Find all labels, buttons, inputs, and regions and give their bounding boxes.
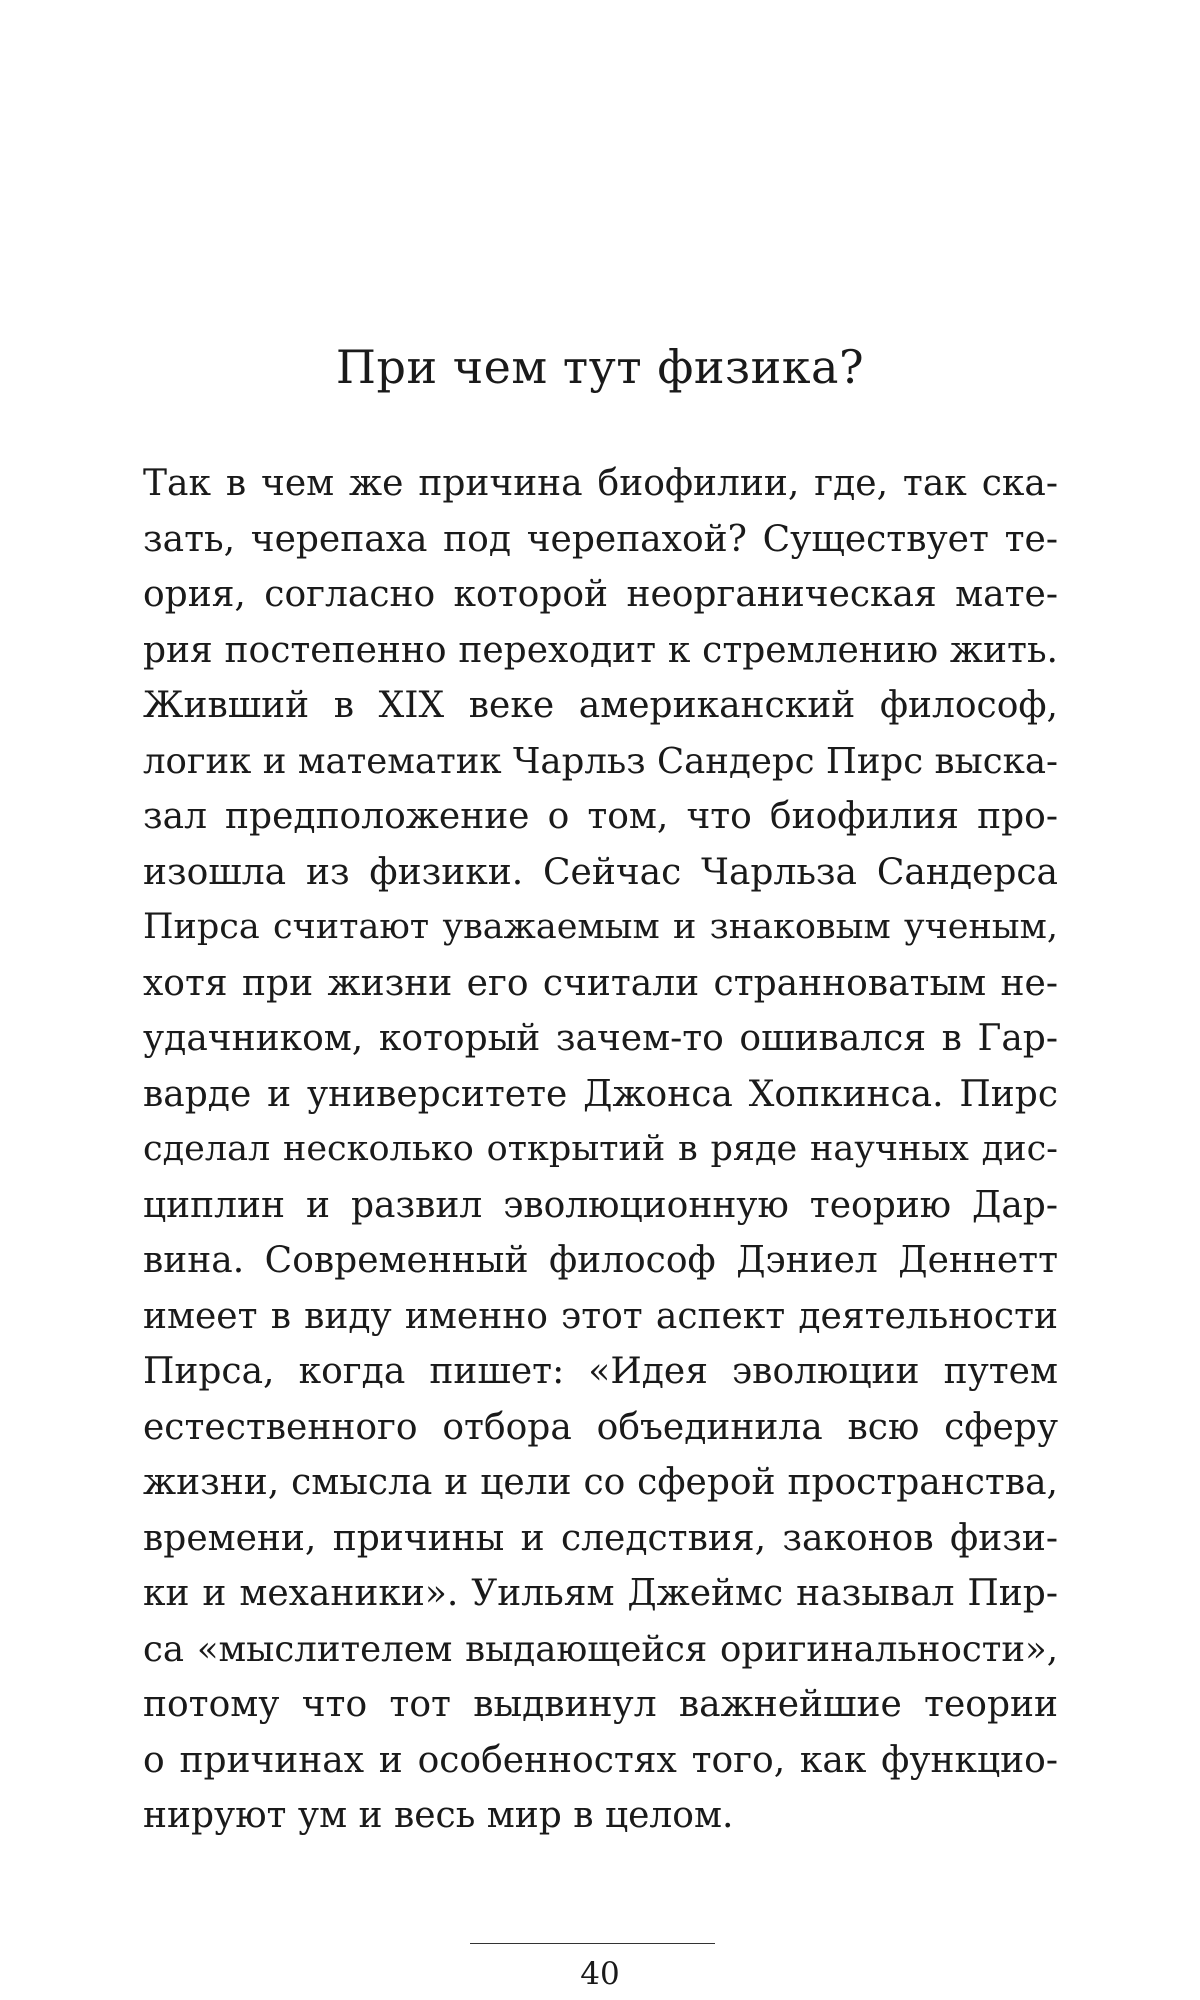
text-line: зал предположение о том, что биофилия про- <box>143 796 1058 837</box>
text-line: жизни, смысла и цели со сферой пространства, <box>143 1462 1058 1503</box>
page-number: 40 <box>580 1956 620 1992</box>
footer-divider <box>470 1943 715 1944</box>
text-line: Так в чем же причина биофилии, где, так ска- <box>143 463 1058 504</box>
text-line: вина. Современный философ Дэниел Деннетт <box>143 1240 1058 1281</box>
text-line: ки и механики». Уильям Джеймс называл Пир- <box>143 1573 1058 1614</box>
text-line: рия постепенно переходит к стремлению жить. <box>143 629 1058 671</box>
text-line: са «мыслителем выдающейся оригинальности», <box>143 1628 1058 1670</box>
text-line: варде и университете Джонса Хопкинса. Пирс <box>143 1073 1058 1115</box>
text-line: нируют ум и весь мир в целом. <box>143 1795 734 1836</box>
text-line: удачником, который зачем-то ошивался в Гар- <box>143 1018 1058 1059</box>
section-heading: При чем тут физика? <box>335 340 865 394</box>
text-line: логик и математик Чарльз Сандерс Пирс выска- <box>143 740 1058 782</box>
text-line: изошла из физики. Сейчас Чарльза Сандерса <box>143 851 1058 893</box>
body-paragraph <box>143 456 1058 1844</box>
text-line: имеет в виду именно этот аспект деятельности <box>143 1295 1058 1337</box>
text-line: Пирса, когда пишет: «Идея эволюции путем <box>143 1351 1058 1392</box>
text-line: ория, согласно которой неорганическая мате- <box>143 574 1058 615</box>
text-line: зать, черепаха под черепахой? Существует те- <box>143 518 1058 560</box>
text-line: циплин и развил эволюционную теорию Дар- <box>143 1184 1058 1226</box>
text-line: Живший в XIX веке американский философ, <box>143 685 1058 726</box>
text-line: времени, причины и следствия, законов физи- <box>143 1517 1058 1559</box>
text-line: хотя при жизни его считали странноватым не- <box>143 962 1058 1004</box>
text-line: потому что тот выдвинул важнейшие теории <box>143 1684 1058 1725</box>
text-line: о причинах и особенностях того, как функцио- <box>143 1739 1058 1781</box>
text-line: Пирса считают уважаемым и знаковым ученым, <box>143 907 1058 947</box>
text-line: сделал несколько открытий в ряде научных дис- <box>143 1129 1058 1169</box>
text-line: естественного отбора объединила всю сферу <box>143 1406 1058 1448</box>
